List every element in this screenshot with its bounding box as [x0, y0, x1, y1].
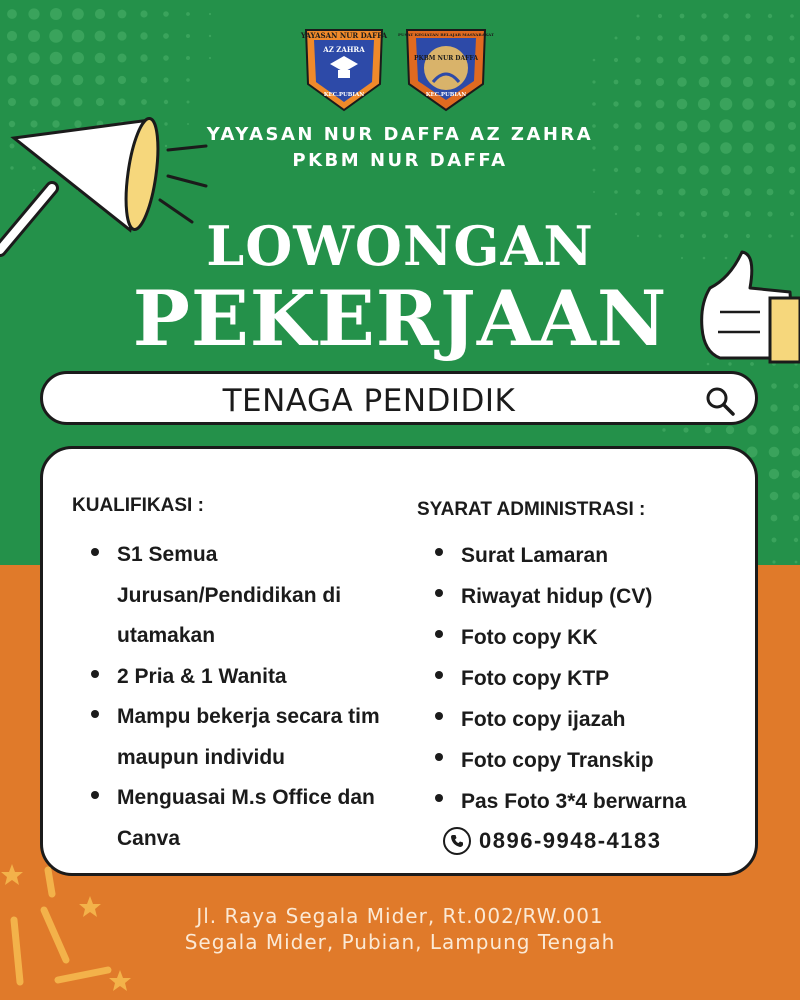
- logo-mid-text: PKBM NUR DAFFA: [413, 55, 479, 62]
- phone-contact: [443, 825, 661, 857]
- organization-subname: PKBM NUR DAFFA: [292, 150, 508, 171]
- logo-top-text: YAYASAN NUR DAFFA: [300, 31, 388, 40]
- address-line-2: Segala Mider, Pubian, Lampung Tengah: [184, 930, 616, 954]
- requirements-list: [433, 535, 743, 822]
- list-item: Foto copy ijazah: [433, 699, 743, 740]
- list-item: Foto copy KK: [433, 617, 743, 658]
- logo-mid-text: AZ ZAHRA: [323, 45, 365, 54]
- address-line-1: Jl. Raya Segala Mider, Rt.002/RW.001: [196, 904, 604, 928]
- thumbs-up-icon: [690, 248, 800, 368]
- list-item: Menguasai M.s Office dan Canva: [89, 778, 389, 859]
- yayasan-logo: [302, 26, 386, 112]
- list-item: Surat Lamaran: [433, 535, 743, 576]
- headline-lowongan: LOWONGAN: [206, 214, 594, 278]
- list-item: Pas Foto 3*4 berwarna: [433, 781, 743, 822]
- phone-number: 0896-9948-4183: [479, 828, 662, 853]
- list-item: 2 Pria & 1 Wanita: [89, 657, 389, 698]
- logo-bottom-text: KEC.PUBIAN: [425, 92, 467, 98]
- search-text: TENAGA PENDIDIK: [222, 383, 516, 419]
- search-icon: [705, 386, 735, 416]
- info-card: [40, 446, 758, 876]
- qualifications-title: KUALIFIKASI :: [72, 495, 204, 516]
- logo-bottom-text: KEC.PUBIAN: [323, 92, 365, 98]
- organization-name: YAYASAN NUR DAFFA AZ ZAHRA: [206, 124, 594, 145]
- list-item: Foto copy Transkip: [433, 740, 743, 781]
- search-bar: [40, 371, 758, 425]
- list-item: Mampu bekerja secara tim maupun individu: [89, 697, 389, 778]
- list-item: S1 Semua Jurusan/Pendidikan di utamakan: [89, 535, 389, 657]
- phone-icon: [443, 827, 471, 855]
- headline-pekerjaan: PEKERJAAN: [132, 274, 668, 363]
- list-item: Foto copy KTP: [433, 658, 743, 699]
- logo-ring-text: PUSAT KEGIATAN BELAJAR MASYARAKAT: [397, 32, 495, 37]
- qualifications-list: [89, 535, 389, 859]
- pkbm-logo: [397, 26, 495, 112]
- list-item: Riwayat hidup (CV): [433, 576, 743, 617]
- requirements-title: SYARAT ADMINISTRASI :: [417, 499, 646, 520]
